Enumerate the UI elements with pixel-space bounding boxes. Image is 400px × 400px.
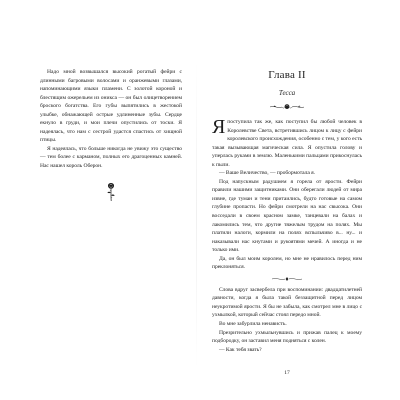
right-paragraph-4: Да, он был моим королем, но мне не нравилось перед ним преклоняться.	[212, 255, 362, 271]
right-paragraph-1-text: поступила так же, как поступил бы любой человек в Королевстве Света, встретившись лицом к лицу с фейри королевского происхождения, особенно с тем, у кого есть такая вызывающая магическая сила. Я опустила голову и уперлась руками в землю. Маленькими пальцами прикоснулась к пыли.	[212, 119, 362, 168]
right-paragraph-6: Во мне забурлила ненависть.	[219, 321, 287, 328]
drop-cap: Я	[212, 116, 226, 138]
rose-ornament-icon	[104, 180, 118, 202]
page-number: 17	[284, 370, 290, 376]
chapter-subtitle: Тесса	[278, 89, 296, 97]
right-paragraph-8: — Как тебя звать?	[219, 346, 262, 353]
left-paragraph-1: Надо мной возвышался высокий рогатый фейри с длинными багровыми волосами и оранжевыми глазами, напоминающими языки пламени. С золотой короной и блестящим ожерельем из оникса — он был олицетворением броского богатства. Его губы выпятились в жестокой улыбке, обнажающей острые удлиненные зубы. Сердце екнуло в груди, и мои плечи опустились от тоски. Я надеялась, что нам с сестрой удастся спастись от хищной птицы.	[40, 69, 182, 144]
page-gutter	[196, 60, 197, 370]
right-paragraph-5: Слова вдруг засвербела при воспоминании: двадцатилетней давности, когда я была такой беззащитной перед лицом неукротимой ярости. Я бы не забыла, как смотрел мне в лицо с ухмылкой, который сейчас стоял передо мной.	[212, 286, 362, 319]
right-paragraph-3: Под напускным радушием я горела от ярости. Фейри правили нашими защитниками. Они оберегали людей от мира извне, где туман и тени притаились, будто готовые на самом глубине пропасти. Но фейри смотрели на нас свысока. Они восседали в своем красном замке, танцевали на балах и лакомились тем, что другие тяжелым трудом на полях. Мы платили налоги, кормили на полях вспыльчиво в... ну... и наказывали нас кнутами и рукоятями мечей. А иногда и не только ими.	[212, 178, 362, 254]
left-page	[40, 68, 182, 368]
chapter-title: Глава II	[268, 69, 306, 81]
right-paragraph-7: Презрительно ухмыльнувшись и прижав палец к моему подбородку, он заставил меня подняться с колен.	[212, 329, 362, 345]
left-paragraph-2: Я надеялась, что больше никогда не увижу это существо — тем более с карманом, полных его драгоценных камней. Нас нашел король Оберон.	[40, 145, 182, 170]
right-paragraph-2: — Ваше Величество, — пробормотала я.	[219, 170, 316, 177]
right-page-footer	[212, 0, 362, 400]
